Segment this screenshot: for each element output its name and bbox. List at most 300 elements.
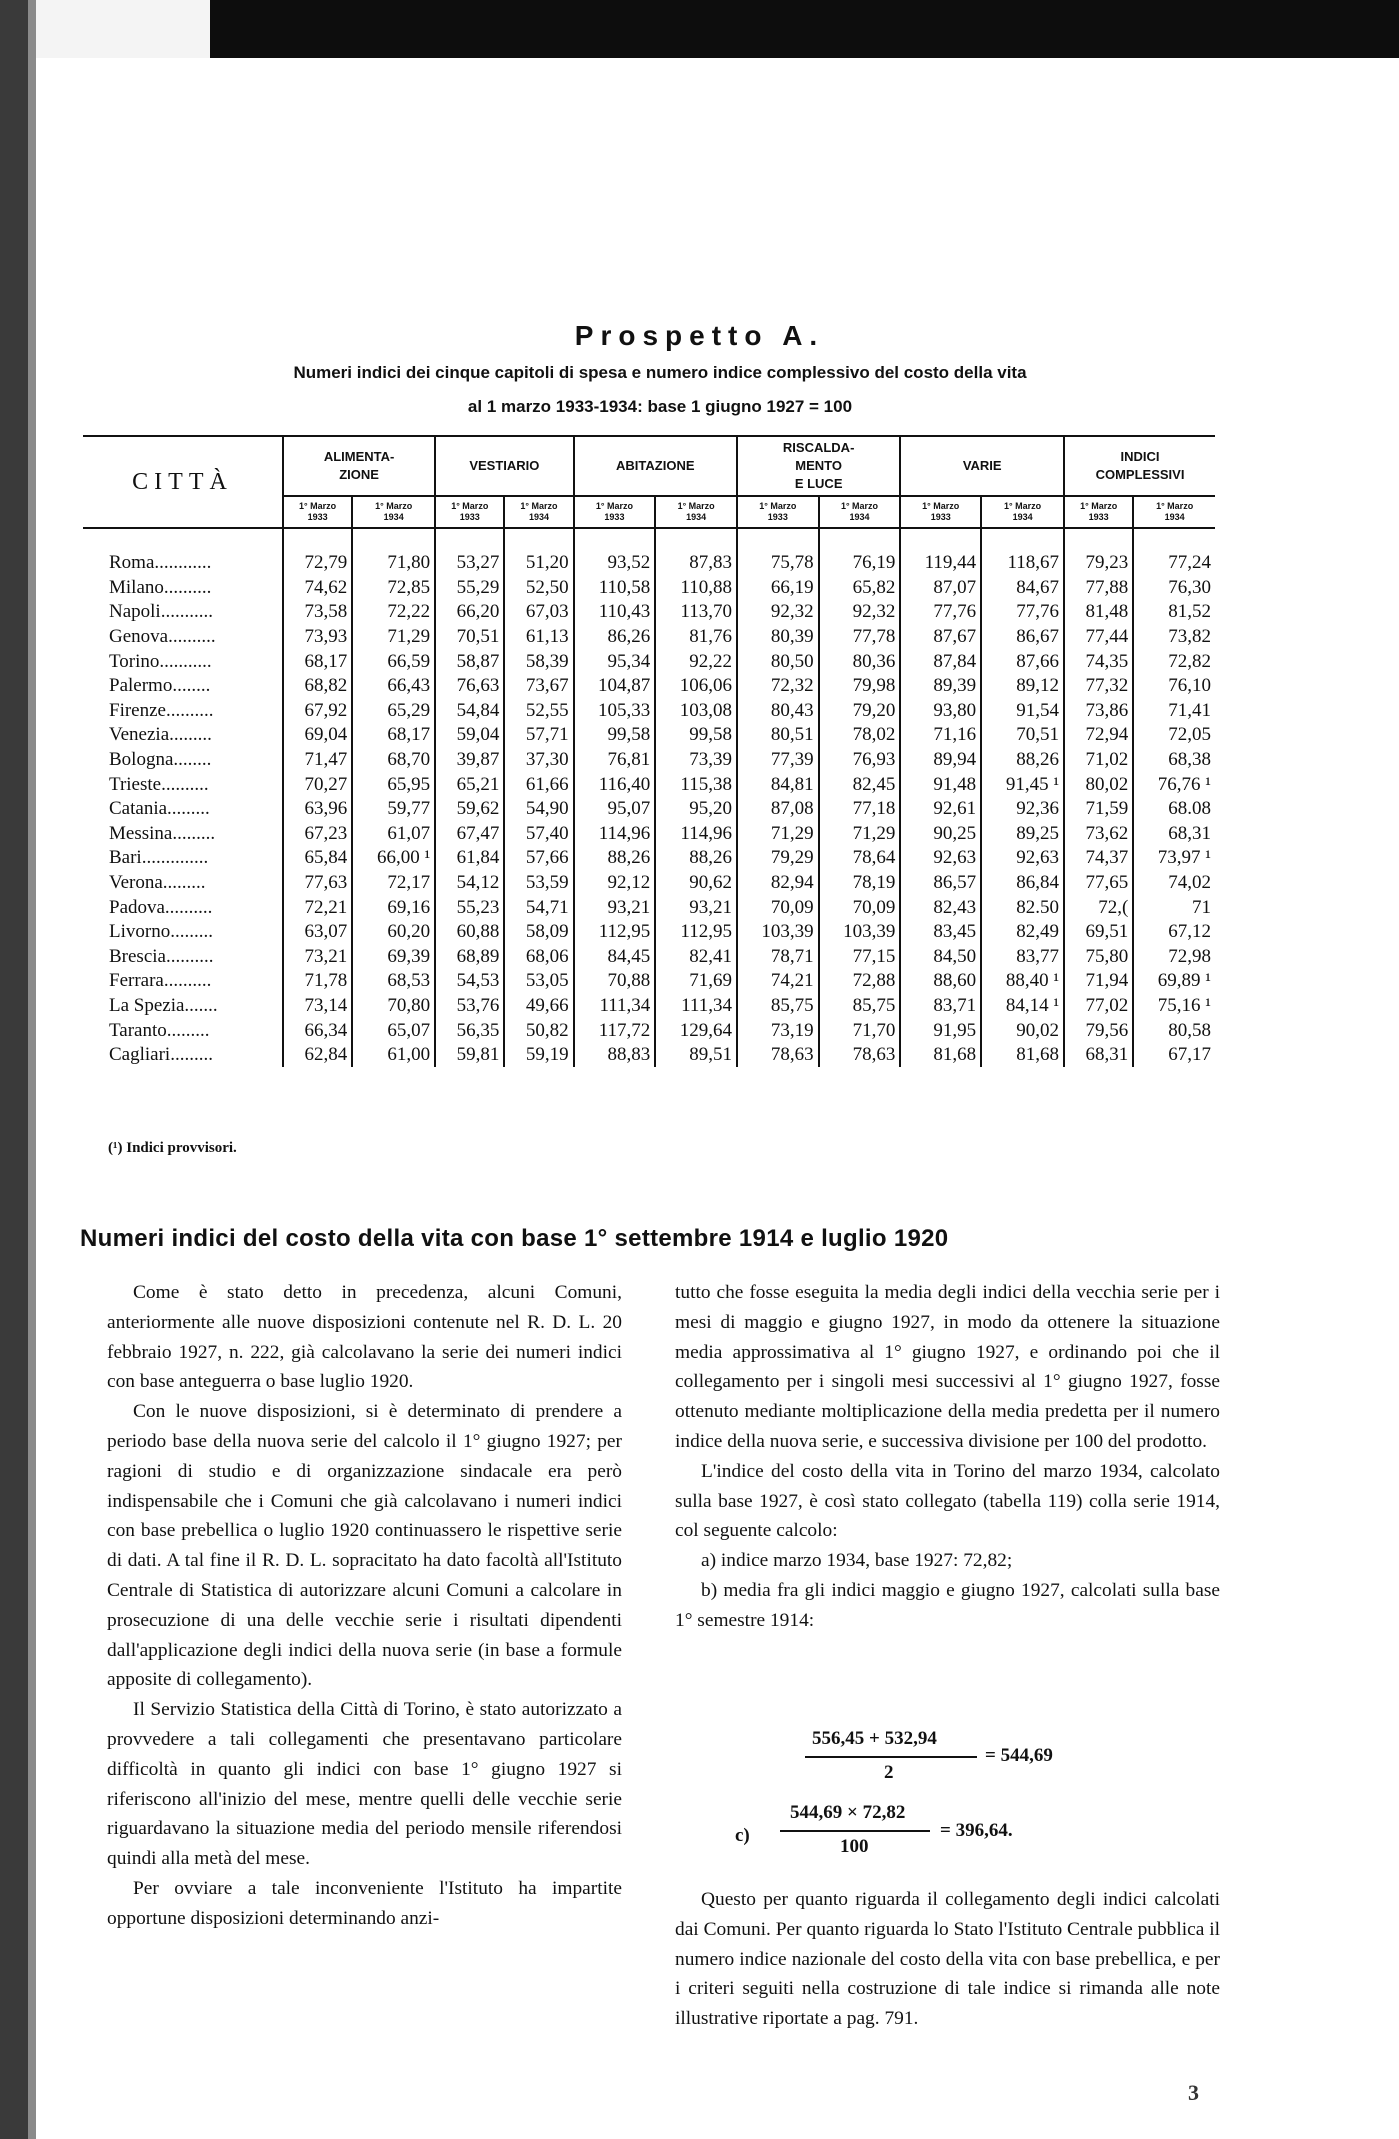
index-value: 72,17 [352, 871, 435, 896]
index-value: 83,77 [981, 945, 1064, 970]
index-value: 87,83 [655, 528, 737, 576]
index-value: 76,81 [574, 748, 656, 773]
index-value: 110,43 [574, 600, 656, 625]
index-value: 67,17 [1133, 1043, 1215, 1068]
index-value: 84,67 [981, 576, 1064, 601]
index-value: 59,77 [352, 797, 435, 822]
index-value: 68.08 [1133, 797, 1215, 822]
list-item-b: b) media fra gli indici maggio e giugno 1927, calcolati sulla base 1° semestre 1914: [675, 1579, 1220, 1631]
index-value: 71,70 [819, 1018, 901, 1043]
index-value: 53,27 [435, 528, 504, 576]
index-value: 86,84 [981, 871, 1064, 896]
group-header-abitazione: ABITAZIONE [574, 436, 737, 496]
index-value: 129,64 [655, 1018, 737, 1043]
table-row [83, 600, 1215, 625]
formula-c-numerator: 544,69 × 72,82 [790, 1802, 906, 1823]
table-row [83, 797, 1215, 822]
text-column-right [675, 1278, 1220, 1636]
index-value: 68,70 [352, 748, 435, 773]
table-row [83, 846, 1215, 871]
page-mark: 3 [1188, 2080, 1199, 2105]
paragraph: tutto che fosse eseguita la media degli indici della vecchia serie per i mesi di maggio e giugno 1927, in modo da ottenere la situazione media approssimativa al 1° giugno 1927, e ordinando poi che il collegamento per i singoli mesi successivi al 1° giugno 1927, fosse ottenuto mediante moltiplicazione della media predetta per il numero indice della nuova serie, e successiva divisione per 100 del prodotto. [675, 1282, 1220, 1452]
group-header-alimentazione: ALIMENTA- ZIONE [283, 436, 435, 496]
city-name: Padova.......... [109, 896, 213, 918]
index-value: 77,44 [1064, 625, 1133, 650]
formula-c-fraction-bar [780, 1830, 930, 1832]
city-name: Roma............ [109, 552, 212, 574]
paragraph: L'indice del costo della vita in Torino del marzo 1934, calcolato sulla base 1927, è così stato collegato (tabella 119) colla serie 1914, col seguente calcolo: [675, 1460, 1220, 1542]
table-body [83, 528, 1215, 1067]
index-value: 95,07 [574, 797, 656, 822]
city-name: Genova.......... [109, 626, 216, 648]
text-column-left [107, 1278, 622, 1934]
index-value: 69,51 [1064, 920, 1133, 945]
index-value: 77,76 [900, 600, 981, 625]
index-value: 92,63 [900, 846, 981, 871]
index-value: 75,78 [737, 528, 819, 576]
paragraph: Questo per quanto riguarda il collegamento degli indici calcolati dai Comuni. Per quanto riguarda lo Stato l'Istituto Centrale pubblica il numero indice nazionale del costo della vita con base prebellica, e per i criteri seguiti nella costruzione di tale indice si rimanda alle note illustrative riportate a pag. 791. [675, 1889, 1220, 2030]
index-value: 80,50 [737, 649, 819, 674]
index-value: 62,84 [283, 1043, 352, 1068]
index-value: 55,23 [435, 895, 504, 920]
index-value: 110,58 [574, 576, 656, 601]
index-value: 82,43 [900, 895, 981, 920]
index-value: 78,71 [737, 945, 819, 970]
formula-b-numerator: 556,45 + 532,94 [812, 1728, 937, 1749]
index-value: 83,71 [900, 994, 981, 1019]
period-header: 1° Marzo 1934 [504, 496, 573, 528]
index-value: 81,76 [655, 625, 737, 650]
index-value: 70,51 [435, 625, 504, 650]
index-value: 63,96 [283, 797, 352, 822]
index-value: 79,20 [819, 699, 901, 724]
index-value: 68,17 [352, 723, 435, 748]
period-header: 1° Marzo 1934 [981, 496, 1064, 528]
index-value: 78,02 [819, 723, 901, 748]
table-row [83, 576, 1215, 601]
table-row [83, 699, 1215, 724]
index-value: 88,83 [574, 1043, 656, 1068]
index-value: 79,23 [1064, 528, 1133, 576]
index-value: 72,94 [1064, 723, 1133, 748]
city-name: Milano.......... [109, 576, 212, 598]
index-value: 92,22 [655, 649, 737, 674]
city-name: Verona......... [109, 872, 206, 894]
index-value: 66,20 [435, 600, 504, 625]
index-value: 67,12 [1133, 920, 1215, 945]
index-value: 80,58 [1133, 1018, 1215, 1043]
index-value: 61,84 [435, 846, 504, 871]
index-value: 59,62 [435, 797, 504, 822]
index-value: 87,07 [900, 576, 981, 601]
city-name: Taranto......... [109, 1019, 210, 1041]
index-value: 99,58 [574, 723, 656, 748]
index-value: 74,37 [1064, 846, 1133, 871]
index-value: 111,34 [574, 994, 656, 1019]
index-value: 53,76 [435, 994, 504, 1019]
city-name: Trieste.......... [109, 773, 209, 795]
index-value: 89,25 [981, 822, 1064, 847]
index-value: 93,21 [574, 895, 656, 920]
table-row [83, 871, 1215, 896]
table-row [83, 723, 1215, 748]
city-name: Bari.............. [109, 847, 209, 869]
index-value: 52,55 [504, 699, 573, 724]
formula-c-label: c) [735, 1825, 750, 1846]
index-value: 110,88 [655, 576, 737, 601]
group-header-riscaldamento: RISCALDA- MENTO E LUCE [737, 436, 900, 496]
table-row [83, 649, 1215, 674]
index-value: 84,14 ¹ [981, 994, 1064, 1019]
index-table [83, 435, 1215, 1067]
group-header-varie: VARIE [900, 436, 1064, 496]
index-value: 70,88 [574, 969, 656, 994]
index-value: 61,66 [504, 772, 573, 797]
subtitle-line-1: Numeri indici dei cinque capitoli di spesa e numero indice complessivo del costo della vita [293, 363, 1027, 382]
index-value: 89,94 [900, 748, 981, 773]
index-value: 83,45 [900, 920, 981, 945]
period-header: 1° Marzo 1933 [737, 496, 819, 528]
index-value: 73,39 [655, 748, 737, 773]
index-value: 77,24 [1133, 528, 1215, 576]
index-value: 66,59 [352, 649, 435, 674]
index-value: 103,08 [655, 699, 737, 724]
index-value: 68,53 [352, 969, 435, 994]
index-value: 85,75 [737, 994, 819, 1019]
index-value: 67,03 [504, 600, 573, 625]
paragraph: Con le nuove disposizioni, si è determinato di prendere a periodo base della nuova serie del calcolo il 1° giugno 1927; per ragioni di studio e di organizzazione sindacale era però indispensabile che i Comuni che già calcolavano i numeri indici con base prebellica o luglio 1920 continuassero le rispettive serie di dati. A tal fine il R. D. L. sopracitato ha dato facoltà all'Istituto Centrale di Statistica di autorizzare alcuni Comuni a calcolare in prosecuzione di una delle vecchie serie i risultati dipendenti dall'applicazione degli indici della nuova serie (in base a formule apposite di collegamento). [107, 1401, 622, 1691]
index-value: 93,21 [655, 895, 737, 920]
index-value: 71,80 [352, 528, 435, 576]
index-value: 54,53 [435, 969, 504, 994]
index-value: 77,63 [283, 871, 352, 896]
index-value: 59,81 [435, 1043, 504, 1068]
index-value: 60,20 [352, 920, 435, 945]
table-row [83, 920, 1215, 945]
index-value: 82,41 [655, 945, 737, 970]
index-value: 65,82 [819, 576, 901, 601]
period-header: 1° Marzo 1934 [352, 496, 435, 528]
index-value: 68,82 [283, 674, 352, 699]
index-value: 63,07 [283, 920, 352, 945]
index-value: 76,63 [435, 674, 504, 699]
formula-b-denominator: 2 [884, 1762, 894, 1783]
city-name: Messina......... [109, 822, 216, 844]
city-name: Cagliari......... [109, 1044, 213, 1066]
index-value: 92,32 [737, 600, 819, 625]
city-name: Torino........... [109, 650, 212, 672]
index-value: 84,81 [737, 772, 819, 797]
index-value: 104,87 [574, 674, 656, 699]
index-value: 78,64 [819, 846, 901, 871]
index-value: 65,95 [352, 772, 435, 797]
index-value: 59,04 [435, 723, 504, 748]
index-value: 93,52 [574, 528, 656, 576]
index-value: 59,19 [504, 1043, 573, 1068]
city-name: Catania......... [109, 798, 210, 820]
index-value: 69,89 ¹ [1133, 969, 1215, 994]
period-header: 1° Marzo 1933 [900, 496, 981, 528]
index-value: 93,80 [900, 699, 981, 724]
index-value: 49,66 [504, 994, 573, 1019]
index-value: 61,00 [352, 1043, 435, 1068]
index-value: 71,29 [737, 822, 819, 847]
index-value: 72,79 [283, 528, 352, 576]
index-value: 71,78 [283, 969, 352, 994]
index-value: 112,95 [655, 920, 737, 945]
index-value: 73,86 [1064, 699, 1133, 724]
index-value: 53,59 [504, 871, 573, 896]
index-value: 54,12 [435, 871, 504, 896]
city-name: Ferrara.......... [109, 970, 212, 992]
index-value: 88,60 [900, 969, 981, 994]
index-value: 82.50 [981, 895, 1064, 920]
index-value: 71,47 [283, 748, 352, 773]
index-value: 73,67 [504, 674, 573, 699]
city-name: Firenze.......... [109, 699, 214, 721]
index-value: 70,09 [737, 895, 819, 920]
index-value: 67,23 [283, 822, 352, 847]
index-value: 89,12 [981, 674, 1064, 699]
table-row [83, 895, 1215, 920]
index-value: 65,07 [352, 1018, 435, 1043]
index-value: 37,30 [504, 748, 573, 773]
period-header: 1° Marzo 1934 [1133, 496, 1215, 528]
index-value: 71,29 [352, 625, 435, 650]
table-group-header-row [83, 436, 1215, 496]
index-value: 79,56 [1064, 1018, 1133, 1043]
index-value: 77,15 [819, 945, 901, 970]
index-value: 68,06 [504, 945, 573, 970]
formula-b-fraction-bar [805, 1756, 977, 1758]
city-column-header: CITTÀ [83, 436, 283, 528]
prospetto-title: Prospetto A. [574, 320, 825, 351]
index-value: 106,06 [655, 674, 737, 699]
index-value: 77,78 [819, 625, 901, 650]
index-value: 70,51 [981, 723, 1064, 748]
index-value: 91,95 [900, 1018, 981, 1043]
index-value: 72,05 [1133, 723, 1215, 748]
index-value: 76,93 [819, 748, 901, 773]
index-value: 72,88 [819, 969, 901, 994]
index-value: 103,39 [819, 920, 901, 945]
index-value: 92,32 [819, 600, 901, 625]
index-value: 86,57 [900, 871, 981, 896]
index-value: 88,26 [655, 846, 737, 871]
index-value: 82,49 [981, 920, 1064, 945]
index-value: 87,08 [737, 797, 819, 822]
paragraph: Come è stato detto in precedenza, alcuni Comuni, anteriormente alle nuove disposizioni contenute nel R. D. L. 20 febbraio 1927, n. 222, già calcolavano la serie dei numeri indici con base anteguerra o base luglio 1920. [107, 1282, 622, 1393]
index-value: 82,94 [737, 871, 819, 896]
index-value: 113,70 [655, 600, 737, 625]
city-name: Palermo........ [109, 675, 211, 697]
index-value: 68,31 [1064, 1043, 1133, 1068]
index-value: 71,94 [1064, 969, 1133, 994]
index-value: 75,16 ¹ [1133, 994, 1215, 1019]
section-heading: Numeri indici del costo della vita con base 1° settembre 1914 e luglio 1920 [80, 1225, 949, 1252]
city-name: La Spezia....... [109, 994, 218, 1016]
index-value: 54,71 [504, 895, 573, 920]
index-value: 72,85 [352, 576, 435, 601]
period-header: 1° Marzo 1933 [574, 496, 656, 528]
period-header: 1° Marzo 1934 [819, 496, 901, 528]
index-value: 71,41 [1133, 699, 1215, 724]
city-name: Venezia......... [109, 724, 212, 746]
index-value: 86,26 [574, 625, 656, 650]
index-value: 51,20 [504, 528, 573, 576]
index-value: 80,51 [737, 723, 819, 748]
table-row [83, 822, 1215, 847]
index-value: 72,21 [283, 895, 352, 920]
table-row [83, 674, 1215, 699]
index-value: 78,63 [819, 1043, 901, 1068]
formula-c-denominator: 100 [840, 1836, 869, 1857]
index-value: 80,02 [1064, 772, 1133, 797]
index-value: 69,04 [283, 723, 352, 748]
index-value: 39,87 [435, 748, 504, 773]
table-row [83, 528, 1215, 576]
index-value: 57,66 [504, 846, 573, 871]
index-value: 103,39 [737, 920, 819, 945]
index-value: 71,59 [1064, 797, 1133, 822]
index-value: 115,38 [655, 772, 737, 797]
group-header-vestiario: VESTIARIO [435, 436, 573, 496]
index-value: 73,62 [1064, 822, 1133, 847]
index-value: 81,48 [1064, 600, 1133, 625]
index-value: 69,16 [352, 895, 435, 920]
index-value: 74,02 [1133, 871, 1215, 896]
index-value: 53,05 [504, 969, 573, 994]
table-row [83, 748, 1215, 773]
index-value: 71,16 [900, 723, 981, 748]
index-value: 73,97 ¹ [1133, 846, 1215, 871]
index-value: 56,35 [435, 1018, 504, 1043]
index-value: 92,61 [900, 797, 981, 822]
index-value: 90,25 [900, 822, 981, 847]
index-value: 77,39 [737, 748, 819, 773]
index-value: 88,26 [981, 748, 1064, 773]
index-value: 71,29 [819, 822, 901, 847]
index-value: 58,09 [504, 920, 573, 945]
index-value: 112,95 [574, 920, 656, 945]
index-value: 92,36 [981, 797, 1064, 822]
index-value: 73,58 [283, 600, 352, 625]
index-value: 50,82 [504, 1018, 573, 1043]
index-value: 75,80 [1064, 945, 1133, 970]
index-value: 66,19 [737, 576, 819, 601]
index-value: 77,32 [1064, 674, 1133, 699]
index-value: 60,88 [435, 920, 504, 945]
table-row [83, 772, 1215, 797]
city-name: Brescia.......... [109, 945, 214, 967]
index-value: 66,43 [352, 674, 435, 699]
index-value: 71 [1133, 895, 1215, 920]
index-value: 90,02 [981, 1018, 1064, 1043]
index-value: 72,82 [1133, 649, 1215, 674]
index-value: 118,67 [981, 528, 1064, 576]
index-value: 79,98 [819, 674, 901, 699]
index-value: 76,19 [819, 528, 901, 576]
index-value: 79,29 [737, 846, 819, 871]
index-value: 87,84 [900, 649, 981, 674]
index-value: 81,52 [1133, 600, 1215, 625]
index-value: 76,76 ¹ [1133, 772, 1215, 797]
index-value: 91,48 [900, 772, 981, 797]
index-value: 54,90 [504, 797, 573, 822]
index-value: 52,50 [504, 576, 573, 601]
index-value: 61,07 [352, 822, 435, 847]
index-value: 73,93 [283, 625, 352, 650]
index-value: 95,34 [574, 649, 656, 674]
index-value: 68,38 [1133, 748, 1215, 773]
table-row [83, 994, 1215, 1019]
index-value: 72,98 [1133, 945, 1215, 970]
formula-c-result: = 396,64. [940, 1820, 1013, 1841]
index-value: 77,88 [1064, 576, 1133, 601]
table-row [83, 1018, 1215, 1043]
period-header: 1° Marzo 1933 [283, 496, 352, 528]
index-value: 58,87 [435, 649, 504, 674]
index-value: 81,68 [981, 1043, 1064, 1068]
index-value: 88,26 [574, 846, 656, 871]
index-value: 86,67 [981, 625, 1064, 650]
index-value: 68,17 [283, 649, 352, 674]
index-value: 90,62 [655, 871, 737, 896]
period-header: 1° Marzo 1933 [1064, 496, 1133, 528]
index-value: 72,22 [352, 600, 435, 625]
index-value: 70,27 [283, 772, 352, 797]
index-value: 91,54 [981, 699, 1064, 724]
index-value: 58,39 [504, 649, 573, 674]
index-value: 71,02 [1064, 748, 1133, 773]
paragraph: Per ovviare a tale inconveniente l'Istituto ha impartite opportune disposizioni determinando anzi- [107, 1877, 622, 1929]
index-value: 74,62 [283, 576, 352, 601]
subtitle-line-2: al 1 marzo 1933-1934: base 1 giugno 1927 = 100 [467, 397, 853, 416]
index-value: 55,29 [435, 576, 504, 601]
index-value: 57,71 [504, 723, 573, 748]
group-header-indici-complessivi: INDICI COMPLESSIVI [1064, 436, 1215, 496]
index-value: 74,35 [1064, 649, 1133, 674]
period-header: 1° Marzo 1933 [435, 496, 504, 528]
index-value: 105,33 [574, 699, 656, 724]
index-value: 84,50 [900, 945, 981, 970]
index-value: 81,68 [900, 1043, 981, 1068]
index-value: 73,14 [283, 994, 352, 1019]
table-row [83, 969, 1215, 994]
index-value: 71,69 [655, 969, 737, 994]
index-value: 92,63 [981, 846, 1064, 871]
index-value: 72,32 [737, 674, 819, 699]
index-value: 80,43 [737, 699, 819, 724]
index-value: 85,75 [819, 994, 901, 1019]
city-name: Livorno......... [109, 921, 213, 943]
index-value: 92,12 [574, 871, 656, 896]
index-value: 84,45 [574, 945, 656, 970]
city-name: Napoli........... [109, 601, 213, 623]
index-value: 76,10 [1133, 674, 1215, 699]
table-subtitle [85, 356, 1235, 424]
index-value: 65,84 [283, 846, 352, 871]
index-value: 91,45 ¹ [981, 772, 1064, 797]
index-value: 66,00 ¹ [352, 846, 435, 871]
index-value: 87,67 [900, 625, 981, 650]
index-value: 73,19 [737, 1018, 819, 1043]
formula-b-result: = 544,69 [985, 1745, 1053, 1766]
index-value: 70,80 [352, 994, 435, 1019]
index-value: 67,47 [435, 822, 504, 847]
index-value: 82,45 [819, 772, 901, 797]
index-value: 119,44 [900, 528, 981, 576]
